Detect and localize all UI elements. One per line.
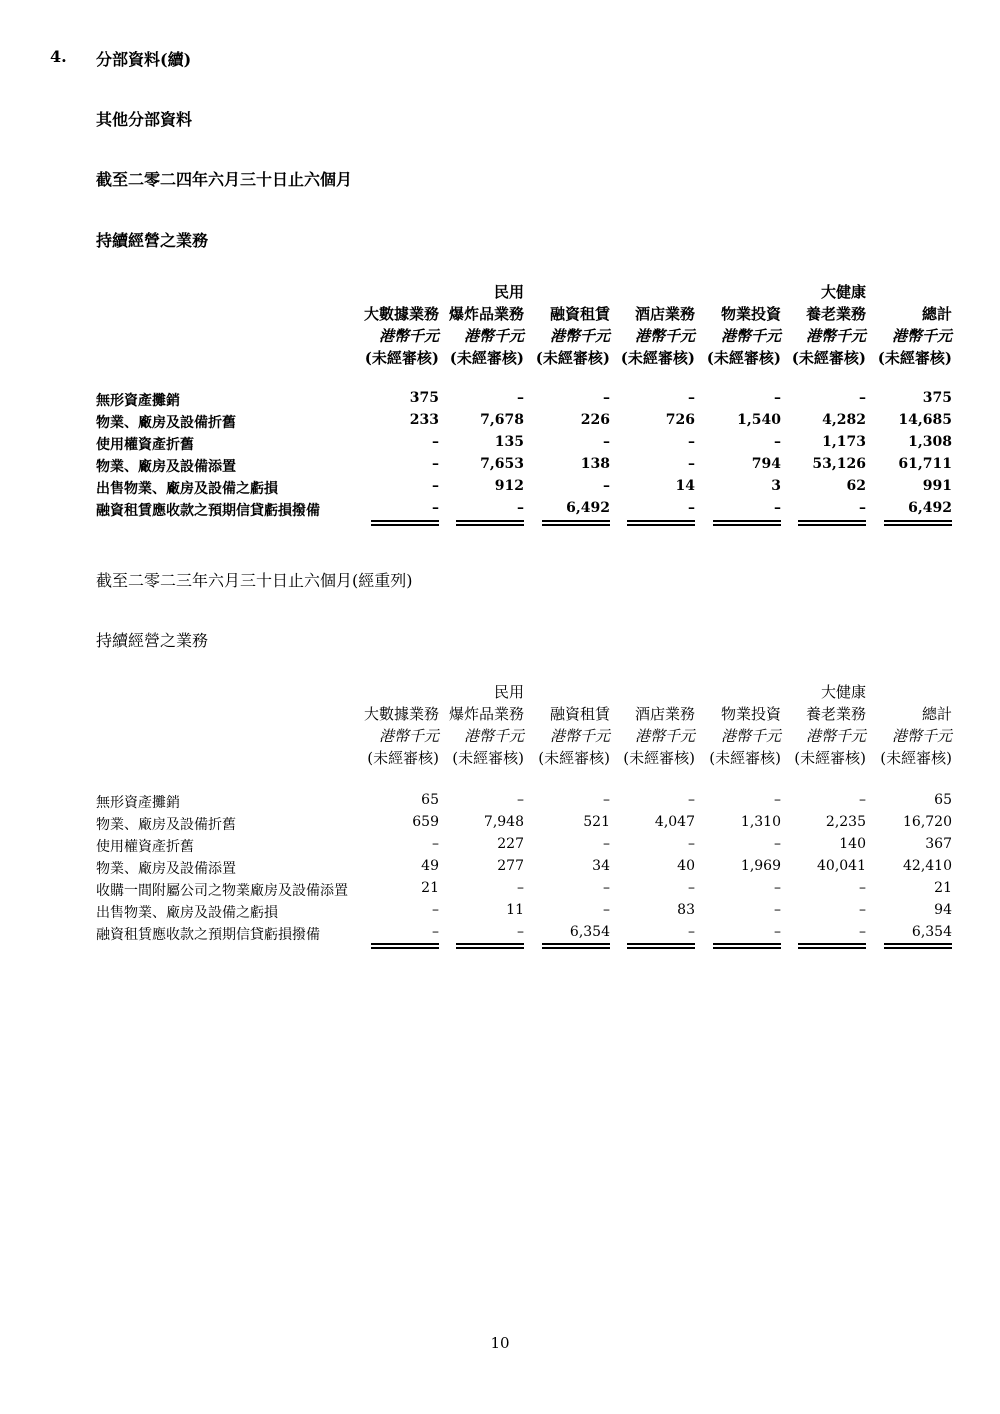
- double-underline: [456, 943, 524, 949]
- column-header-unit: 港幣千元: [720, 727, 781, 745]
- column-header-name: 爆炸品業務: [448, 305, 524, 323]
- column-header-name: 物業投資: [720, 305, 781, 323]
- table-cell: –: [517, 390, 524, 406]
- table-cell: 61,711: [898, 456, 952, 472]
- table-cell: 7,948: [483, 814, 524, 830]
- column-header-name: 養老業務: [805, 705, 866, 723]
- table-cell: –: [603, 390, 610, 406]
- double-underline: [371, 943, 439, 949]
- table-cell: 794: [751, 456, 781, 472]
- table-cell: 53,126: [812, 456, 866, 472]
- table-cell: 34: [592, 858, 610, 874]
- column-header-name: 養老業務: [805, 305, 866, 323]
- table-cell: 94: [934, 902, 952, 918]
- double-underline: [713, 943, 781, 949]
- table-cell: 14,685: [898, 412, 952, 428]
- row-label: 物業、廠房及設備添置: [96, 861, 236, 877]
- column-header-line1: [709, 681, 781, 703]
- table-cell: 6,354: [911, 924, 952, 940]
- column-header-audit: (未經審核): [535, 349, 610, 367]
- table-cell: –: [432, 500, 439, 516]
- table-row: [0, 412, 1000, 434]
- table-cell: –: [774, 880, 781, 896]
- table-cell: 16,720: [903, 814, 952, 830]
- double-underline: [884, 520, 952, 526]
- table-cell: –: [603, 880, 610, 896]
- table-cell: –: [517, 880, 524, 896]
- table-cell: –: [774, 924, 781, 940]
- column-header-unit: 港幣千元: [463, 327, 524, 345]
- double-underline: [456, 520, 524, 526]
- table-cell: 40: [677, 858, 695, 874]
- table-row: [0, 902, 1000, 924]
- table-cell: –: [432, 456, 439, 472]
- column-header-line1: [880, 681, 952, 703]
- double-underline: [627, 943, 695, 949]
- table-cell: 21: [421, 880, 439, 896]
- table-cell: –: [517, 924, 524, 940]
- column-header-name: 融資租賃: [549, 705, 610, 723]
- column-header-line1: [707, 281, 781, 303]
- table-cell: 375: [409, 390, 439, 406]
- column-header: [709, 681, 781, 769]
- column-header: [536, 281, 610, 369]
- column-header-audit: (未經審核): [623, 749, 695, 767]
- table-cell: 140: [839, 836, 866, 852]
- column-header-line1: [364, 681, 439, 703]
- double-underline: [627, 520, 695, 526]
- double-underline: [542, 943, 610, 949]
- table-cell: –: [774, 792, 781, 808]
- column-header-audit: (未經審核): [709, 749, 781, 767]
- column-header-audit: (未經審核): [620, 349, 695, 367]
- row-label: 物業、廠房及設備折舊: [96, 817, 236, 833]
- table-row: [0, 434, 1000, 456]
- column-header: [878, 281, 952, 369]
- table-cell: –: [859, 390, 866, 406]
- column-header-unit: 港幣千元: [549, 727, 610, 745]
- column-header-audit: (未經審核): [880, 749, 952, 767]
- table-cell: 135: [494, 434, 524, 450]
- section-title: 分部資料(續): [96, 50, 192, 69]
- table-row: [0, 500, 1000, 522]
- column-header-name: 物業投資: [720, 705, 781, 723]
- column-header: [364, 281, 439, 369]
- table-cell: 14: [675, 478, 695, 494]
- table-cell: 1,969: [740, 858, 781, 874]
- table-cell: –: [603, 478, 610, 494]
- column-header: [364, 681, 439, 769]
- column-header-line1: 民用: [493, 283, 524, 301]
- table-cell: 1,308: [908, 434, 952, 450]
- table-cell: 277: [497, 858, 524, 874]
- table-cell: –: [603, 902, 610, 918]
- table-cell: –: [774, 500, 781, 516]
- section-number: 4.: [50, 47, 67, 66]
- column-header: [623, 681, 695, 769]
- table-cell: –: [688, 836, 695, 852]
- row-label: 物業、廠房及設備添置: [96, 459, 236, 475]
- table-cell: –: [859, 902, 866, 918]
- table-cell: 6,492: [908, 500, 952, 516]
- table-cell: 138: [580, 456, 610, 472]
- table-cell: 7,678: [480, 412, 524, 428]
- table-cell: –: [432, 924, 439, 940]
- table-cell: –: [774, 434, 781, 450]
- table-cell: 4,282: [822, 412, 866, 428]
- column-header: [449, 681, 524, 769]
- table-cell: 65: [934, 792, 952, 808]
- table-cell: 6,354: [569, 924, 610, 940]
- column-header-unit: 港幣千元: [720, 327, 781, 345]
- column-header-audit: (未經審核): [367, 749, 439, 767]
- table-cell: 7,653: [480, 456, 524, 472]
- table-cell: 521: [583, 814, 610, 830]
- other-segment-info-title: 其他分部資料: [96, 110, 193, 129]
- table-cell: 233: [409, 412, 439, 428]
- column-header-audit: (未經審核): [794, 749, 866, 767]
- double-underline: [884, 943, 952, 949]
- table-row: [0, 478, 1000, 500]
- row-label: 無形資產攤銷: [96, 795, 180, 811]
- double-underline: [798, 520, 866, 526]
- row-label: 出售物業、廠房及設備之虧損: [96, 481, 278, 497]
- table-row: [0, 456, 1000, 478]
- table-cell: –: [603, 836, 610, 852]
- column-header: [707, 281, 781, 369]
- row-label: 使用權資產折舊: [96, 839, 194, 855]
- continuing-ops-2023-title: 持續經營之業務: [96, 631, 209, 650]
- table-cell: 65: [421, 792, 439, 808]
- column-header-line1: 大健康: [820, 683, 866, 701]
- table-row: [0, 836, 1000, 858]
- column-header-unit: 港幣千元: [805, 327, 866, 345]
- table-cell: –: [432, 478, 439, 494]
- double-underline: [713, 520, 781, 526]
- column-header-name: 大數據業務: [363, 305, 439, 323]
- table-cell: –: [603, 434, 610, 450]
- table-cell: 2,235: [825, 814, 866, 830]
- table-cell: 1,310: [740, 814, 781, 830]
- column-header-name: 酒店業務: [634, 705, 695, 723]
- row-label: 無形資產攤銷: [96, 393, 180, 409]
- column-header: [449, 281, 524, 369]
- table-row: [0, 814, 1000, 836]
- table-cell: 227: [497, 836, 524, 852]
- double-underline: [542, 520, 610, 526]
- column-header-name: 大數據業務: [363, 705, 439, 723]
- row-label: 出售物業、廠房及設備之虧損: [96, 905, 278, 921]
- table-cell: 1,540: [737, 412, 781, 428]
- table-row: [0, 792, 1000, 814]
- column-header-unit: 港幣千元: [805, 727, 866, 745]
- column-header: [880, 681, 952, 769]
- table-cell: 3: [771, 478, 781, 494]
- row-label: 物業、廠房及設備折舊: [96, 415, 236, 431]
- column-header-unit: 港幣千元: [634, 327, 695, 345]
- column-header-line1: [364, 281, 439, 303]
- column-header: [538, 681, 610, 769]
- column-header-unit: 港幣千元: [463, 727, 524, 745]
- column-header-line1: [538, 681, 610, 703]
- column-header: [792, 281, 866, 369]
- column-header-name: 爆炸品業務: [448, 705, 524, 723]
- table-cell: 62: [846, 478, 866, 494]
- table-cell: –: [859, 792, 866, 808]
- table-cell: 659: [412, 814, 439, 830]
- table-cell: –: [688, 500, 695, 516]
- table-cell: –: [517, 500, 524, 516]
- column-header-name: 總計: [921, 705, 952, 723]
- column-header-unit: 港幣千元: [378, 327, 439, 345]
- table-cell: 83: [677, 902, 695, 918]
- table-cell: 367: [925, 836, 952, 852]
- table-cell: 6,492: [566, 500, 610, 516]
- column-header: [794, 681, 866, 769]
- column-header-unit: 港幣千元: [634, 727, 695, 745]
- table-cell: –: [859, 924, 866, 940]
- table-cell: 375: [922, 390, 952, 406]
- column-header-line1: [621, 281, 695, 303]
- column-header-line1: [536, 281, 610, 303]
- table-cell: 1,173: [822, 434, 866, 450]
- column-header-unit: 港幣千元: [549, 327, 610, 345]
- page-number: 10: [490, 1334, 510, 1352]
- table-cell: –: [432, 434, 439, 450]
- column-header-audit: (未經審核): [452, 749, 524, 767]
- double-underline: [798, 943, 866, 949]
- column-header-unit: 港幣千元: [378, 727, 439, 745]
- row-label: 使用權資產折舊: [96, 437, 194, 453]
- column-header-audit: (未經審核): [449, 349, 524, 367]
- table-cell: 42,410: [903, 858, 952, 874]
- period-2023-title: 截至二零二三年六月三十日止六個月(經重列): [96, 571, 413, 590]
- column-header-audit: (未經審核): [791, 349, 866, 367]
- table-cell: –: [688, 880, 695, 896]
- row-label: 融資租賃應收款之預期信貸虧損撥備: [96, 503, 320, 519]
- column-header-line1: [878, 281, 952, 303]
- table-cell: 40,041: [817, 858, 866, 874]
- column-header-audit: (未經審核): [877, 349, 952, 367]
- table-cell: 11: [506, 902, 524, 918]
- table-row: [0, 880, 1000, 902]
- column-header-unit: 港幣千元: [891, 727, 952, 745]
- table-cell: –: [859, 500, 866, 516]
- table-cell: –: [774, 390, 781, 406]
- column-header-name: 總計: [921, 305, 952, 323]
- table-cell: 21: [934, 880, 952, 896]
- table-cell: 991: [922, 478, 952, 494]
- column-header: [621, 281, 695, 369]
- period-2024-title: 截至二零二四年六月三十日止六個月: [96, 170, 353, 189]
- column-header-audit: (未經審核): [364, 349, 439, 367]
- table-cell: 726: [665, 412, 695, 428]
- table-cell: 912: [494, 478, 524, 494]
- table-cell: –: [688, 434, 695, 450]
- row-label: 收購一間附屬公司之物業廠房及設備添置: [96, 883, 348, 899]
- table-cell: 4,047: [654, 814, 695, 830]
- column-header-name: 酒店業務: [634, 305, 695, 323]
- column-header-audit: (未經審核): [538, 749, 610, 767]
- table-cell: 226: [580, 412, 610, 428]
- column-header-unit: 港幣千元: [891, 327, 952, 345]
- column-header-name: 融資租賃: [549, 305, 610, 323]
- table-cell: –: [603, 792, 610, 808]
- table-cell: –: [432, 902, 439, 918]
- table-cell: –: [517, 792, 524, 808]
- table-cell: –: [688, 924, 695, 940]
- double-underline: [371, 520, 439, 526]
- row-label: 融資租賃應收款之預期信貸虧損撥備: [96, 927, 320, 943]
- table-row: [0, 390, 1000, 412]
- table-cell: –: [688, 792, 695, 808]
- table-cell: –: [774, 836, 781, 852]
- table-row: [0, 858, 1000, 880]
- table-cell: –: [859, 880, 866, 896]
- table-cell: –: [432, 836, 439, 852]
- table-cell: –: [688, 390, 695, 406]
- column-header-line1: 民用: [493, 683, 524, 701]
- table-cell: –: [774, 902, 781, 918]
- column-header-line1: 大健康: [820, 283, 866, 301]
- table-cell: 49: [421, 858, 439, 874]
- column-header-line1: [623, 681, 695, 703]
- table-cell: –: [688, 456, 695, 472]
- continuing-ops-2024-title: 持續經營之業務: [96, 231, 209, 250]
- column-header-audit: (未經審核): [706, 349, 781, 367]
